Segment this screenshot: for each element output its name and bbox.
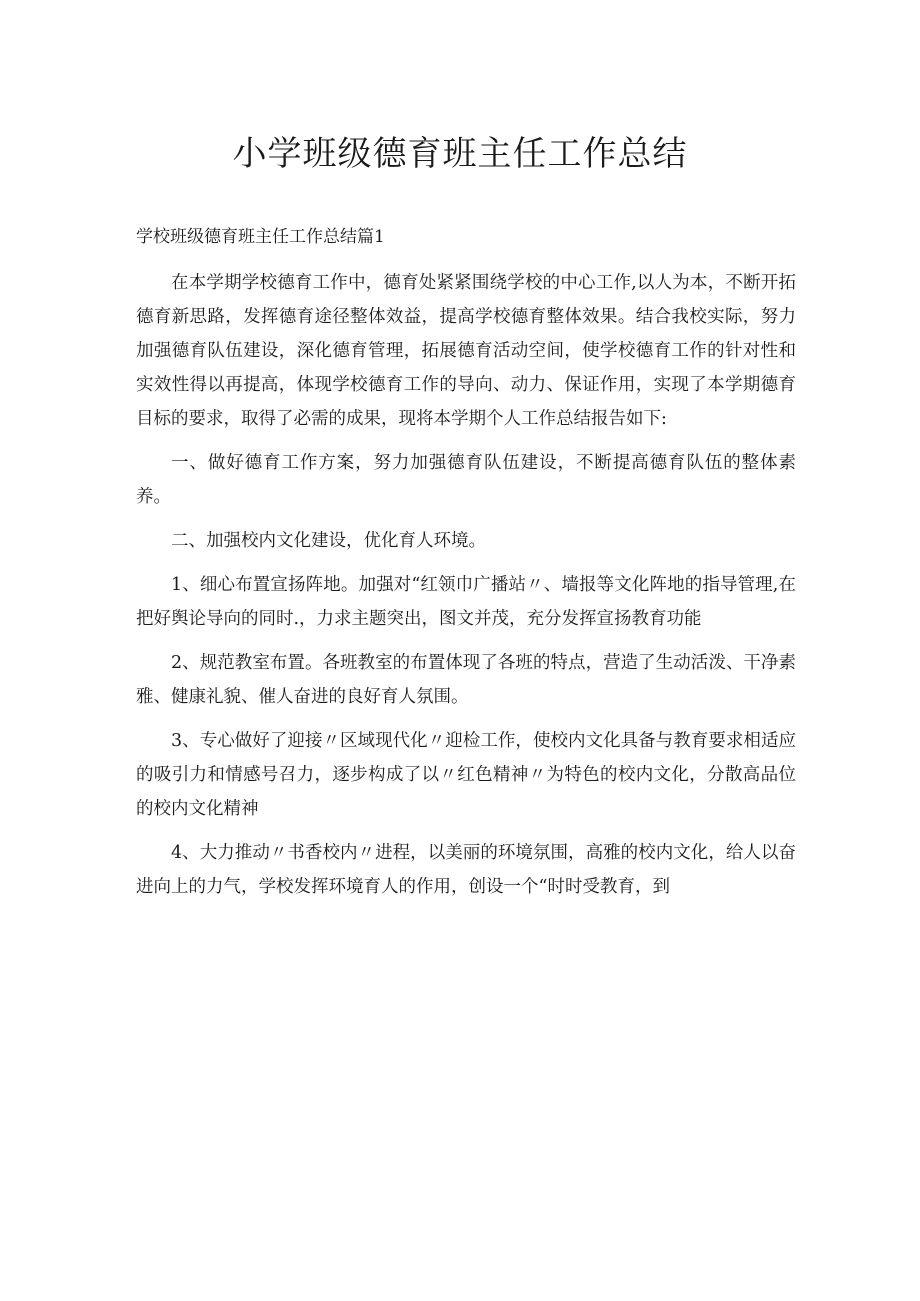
paragraph-intro: 在本学期学校德育工作中，德育处紧紧围绕学校的中心工作,以人为本，不断开拓德育新思路，发挥德育途径整体效益，提高学校德育整体效果。结合我校实际，努力加强德育队伍建设，深化德育管理，拓展德育活动空间，使学校德育工作的针对性和实效性得以再提高，体现学校德育工作的导向、动力、保证作用，实现了本学期德育目标的要求，取得了必需的成果，现将本学期个人工作总结报告如下: [136,273,796,429]
paragraph-subitem-4: 4、大力推动〃书香校内〃进程，以美丽的环境氛围，高雅的校内文化，给人以奋进向上的力气，学校发挥环境育人的作用，创设一个“时时受教育，到 [136,843,796,897]
page-title: 小学班级德育班主任工作总结 [232,134,688,174]
paragraph-subitem-3: 3、专心做好了迎接〃区域现代化〃迎检工作，使校内文化具备与教育要求相适应的吸引力和情感号召力，逐步构成了以〃红色精神〃为特色的校内文化，分散高品位的校内文化精神 [136,731,796,819]
paragraph-subitem-1: 1、细心布置宣扬阵地。加强对“红领巾广播站〃、墙报等文化阵地的指导管理,在把好舆论导向的同时.，力求主题突出，图文并茂，充分发挥宣扬教育功能 [136,575,796,629]
section-heading: 学校班级德育班主任工作总结篇1 [136,227,385,247]
paragraph-subitem-2: 2、规范教室布置。各班教室的布置体现了各班的特点，营造了生动活泼、干净素雅、健康礼貌、催人奋进的良好育人氛围。 [136,653,796,707]
paragraph-item-one: 一、做好德育工作方案，努力加强德育队伍建设，不断提高德育队伍的整体素养。 [136,453,796,507]
document-body [136,266,796,914]
paragraph-item-two: 二、加强校内文化建设，优化育人环境。 [171,531,486,551]
